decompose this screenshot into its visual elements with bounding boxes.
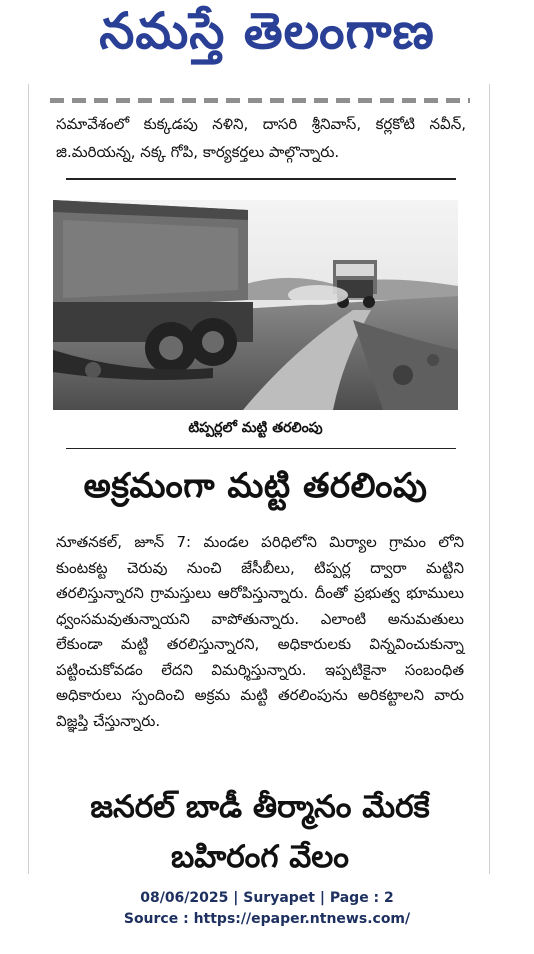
tipper-trucks-photo xyxy=(53,200,458,410)
next-headline-line-2: బహిరంగ వేలం xyxy=(171,839,349,875)
next-article-headline xyxy=(40,782,480,882)
article-photo xyxy=(53,200,458,410)
newspaper-title: నమస్తే తెలంగాణ xyxy=(99,1,435,60)
divider xyxy=(66,178,456,180)
masthead xyxy=(30,0,504,74)
article-headline: అక్రమంగా మట్టి తరలింపు xyxy=(83,466,428,506)
cut-text-line xyxy=(50,96,470,104)
date-edition-page: 08/06/2025 | Suryapet | Page : 2 xyxy=(140,890,394,906)
photo-caption: టిప్పర్లలో మట్టి తరలింపు xyxy=(188,420,323,436)
previous-article-text: సమావేశంలో కుక్కడపు నళిని, దాసరి శ్రీనివాస్, కర్లకోటి నవీన్, జి.మరియన్న, నక్క గోపి, కార్యకర్తలు పాల్గొన్నారు. xyxy=(56,115,466,161)
source-footer xyxy=(0,888,534,930)
next-headline-line-1: జనరల్ బాడీ తీర్మానం మేరకే xyxy=(90,789,430,825)
article-body: నూతనకల్, జూన్ 7: మండల పరిధిలోని మిర్యాల గ్రామం లోని కుంటకట్ట చెరువు నుంచి జేసీబీలు, టిప్పర్ల ద్వారా మట్టిని తరలిస్తున్నారని గ్రామస్తులు ఆరోపిస్తున్నారు. దీంతో ప్రభుత్వ భూములు ధ్వంసమవుతున్నాయని వాపోతున్నారు. ఎలాంటి అనుమతులు లేకుండా మట్టి తరలిస్తున్నారని, అధికారులకు విన్నవించుకున్నా పట్టించుకోవడం లేదని విమర్శిస్తున్నారు. ఇప్పటికైనా సంబంధిత అధికారులు స్పందించి అక్రమ మట్టి తరలింపును అరికట్టాలని వారు విజ్ఞప్తి చేస్తున్నారు. xyxy=(56,533,464,730)
source-url: Source : https://epaper.ntnews.com/ xyxy=(123,911,411,927)
divider xyxy=(66,448,456,449)
